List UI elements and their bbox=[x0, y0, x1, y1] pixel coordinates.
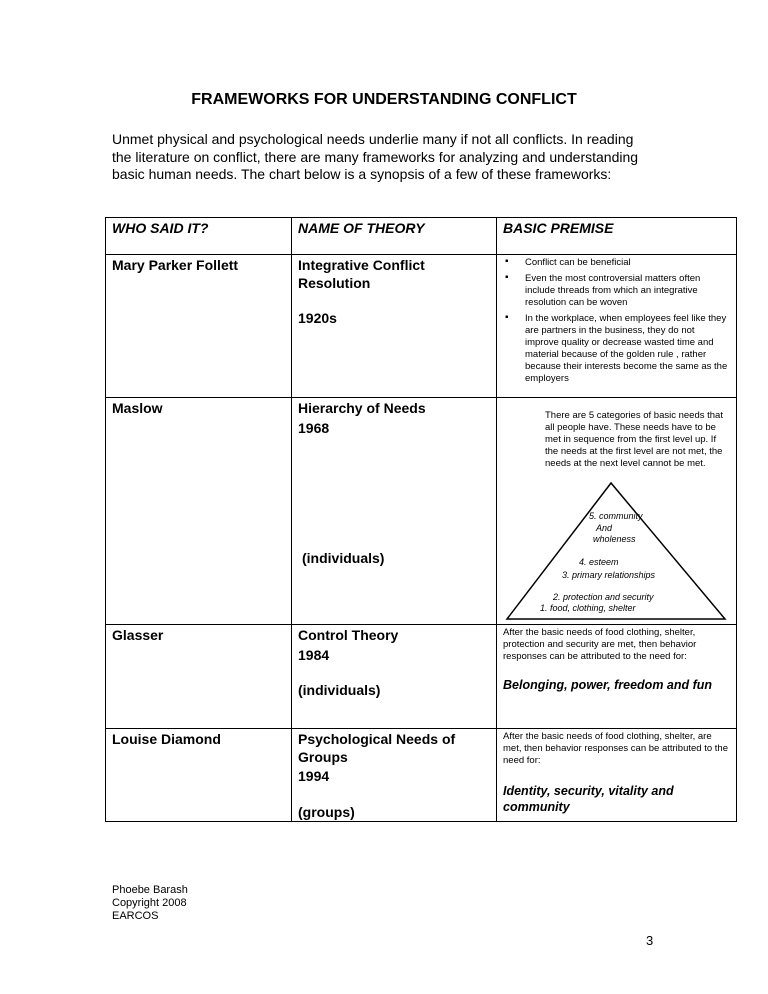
pyramid-level1: 1. food, clothing, shelter bbox=[540, 603, 636, 613]
premise-text: After the basic needs of food clothing, shelter, protection and security are met, then behavior responses can be attributed to the need for: bbox=[503, 627, 697, 662]
pyramid-level4: 4. esteem bbox=[579, 557, 619, 567]
theory-year: 1994 bbox=[298, 768, 330, 784]
pyramid-level5-and: And bbox=[596, 523, 613, 533]
who-cell: Maslow bbox=[112, 400, 163, 416]
table-row-diamond bbox=[106, 729, 737, 822]
pyramid-level5-wholeness: wholeness bbox=[593, 534, 636, 544]
header-theory: NAME OF THEORY bbox=[292, 218, 497, 255]
footer bbox=[112, 884, 188, 923]
theory-scope: (groups) bbox=[298, 803, 355, 820]
table-row-maslow bbox=[106, 398, 737, 625]
list-item: ▪ In the workplace, when employees feel like they are partners in the business, they do not improve quality or decrease wasted time and material because of the golden rule , rather because their interests become the same as the employers bbox=[503, 313, 730, 385]
footer-copyright: Copyright 2008 bbox=[112, 897, 187, 909]
header-who: WHO SAID IT? bbox=[106, 218, 292, 255]
table-row-glasser bbox=[106, 625, 737, 729]
theory-name: Control Theory bbox=[298, 627, 399, 643]
needs-text: Identity, security, vitality and community bbox=[503, 784, 674, 814]
list-item: ▪ Conflict can be beneficial bbox=[503, 257, 730, 269]
frameworks-table bbox=[105, 217, 737, 822]
footer-org: EARCOS bbox=[112, 910, 159, 922]
list-item: ▪ Even the most controversial matters often include threads from which an integrative resolution can be woven bbox=[503, 273, 730, 309]
pyramid-level5: 5. community bbox=[589, 511, 643, 521]
theory-year: 1984 bbox=[298, 646, 330, 663]
premise-text: There are 5 categories of basic needs that all people have. These needs have to be met in sequence from the first level up. If the needs at the first level are not met, the needs at the next level cannot be met. bbox=[545, 410, 723, 469]
theory-name: Psychological Needs of Groups bbox=[298, 731, 456, 765]
table-header-row bbox=[106, 218, 737, 255]
needs-pyramid bbox=[497, 398, 737, 625]
page-title: FRAMEWORKS FOR UNDERSTANDING CONFLICT bbox=[191, 91, 577, 108]
pyramid-level3: 3. primary relationships bbox=[562, 570, 656, 580]
theory-year: 1968 bbox=[298, 419, 330, 436]
who-cell: Mary Parker Follett bbox=[112, 257, 239, 273]
premise-text: After the basic needs of food clothing, shelter, are met, then behavior responses can be attributed to the need for: bbox=[503, 731, 728, 766]
page-number: 3 bbox=[646, 933, 654, 948]
theory-name: Hierarchy of Needs bbox=[298, 400, 426, 416]
who-cell: Glasser bbox=[112, 627, 164, 643]
table-row-follett bbox=[106, 255, 737, 398]
premise-list bbox=[497, 255, 736, 385]
intro-paragraph: Unmet physical and psychological needs underlie many if not all conflicts. In reading the literature on conflict, there are many frameworks for analyzing and understanding basic human needs. The chart below is a synopsis of a few of these frameworks: bbox=[112, 131, 639, 182]
footer-author: Phoebe Barash bbox=[112, 884, 188, 896]
theory-scope: (individuals) bbox=[302, 550, 385, 566]
pyramid-level2: 2. protection and security bbox=[553, 592, 654, 602]
who-cell: Louise Diamond bbox=[112, 731, 221, 747]
header-premise: BASIC PREMISE bbox=[497, 218, 737, 255]
theory-scope: (individuals) bbox=[298, 682, 381, 698]
needs-text: Belonging, power, freedom and fun bbox=[503, 678, 713, 692]
theory-year: 1920s bbox=[298, 310, 337, 326]
theory-name: Integrative Conflict Resolution bbox=[298, 257, 425, 291]
